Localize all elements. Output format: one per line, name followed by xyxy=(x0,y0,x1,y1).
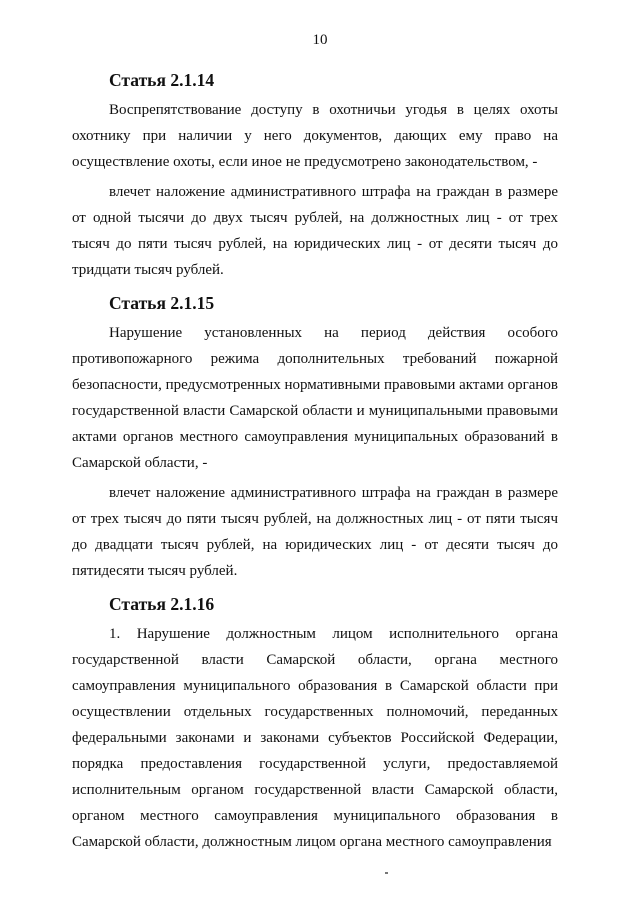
article-2-1-15 xyxy=(72,291,558,584)
article-paragraph: Нарушение установленных на период действия особого противопожарного режима дополнительных требований пожарной безопасности, предусмотренных нормативными правовыми актами органов государственной власти Самарской области и муниципальными правовыми актами органов местного самоуправления муниципальных образований в Самарской области, - xyxy=(72,325,558,471)
scan-speck xyxy=(385,872,388,874)
article-title: Статья 2.1.16 xyxy=(109,594,215,614)
article-2-1-14 xyxy=(72,68,558,283)
article-title: Статья 2.1.15 xyxy=(109,293,215,313)
article-paragraph: 1. Нарушение должностным лицом исполнительного органа государственной власти Самарской области, органа местного самоуправления муниципального образования в Самарской области при осуществлении отдельных государственных полномочий, переданных федеральными законами и законами субъектов Российской Федерации, порядка предоставления государственной услуги, предоставляемой исполнительным органом государственной власти Самарской области, органом местного самоуправления муниципального образования в Самарской области, должностным лицом органа местного самоуправления xyxy=(72,626,558,850)
document-body xyxy=(72,68,558,855)
article-title: Статья 2.1.14 xyxy=(109,70,215,90)
page-number: 10 xyxy=(312,32,328,48)
article-paragraph: Воспрепятствование доступу в охотничьи угодья в целях охоты охотнику при наличии у него документов, дающих ему право на осуществление охоты, если иное не предусмотрено законодательством, - xyxy=(72,102,558,170)
article-2-1-16 xyxy=(72,592,558,855)
article-paragraph: влечет наложение административного штрафа на граждан в размере от трех тысяч до пяти тысяч рублей, на должностных лиц - от пяти тысяч до двадцати тысяч рублей, на юридических лиц - от десяти тысяч до пятидесяти тысяч рублей. xyxy=(72,485,558,579)
article-paragraph: влечет наложение административного штрафа на граждан в размере от одной тысячи до двух тысяч рублей, на должностных лиц - от трех тысяч до пяти тысяч рублей, на юридических лиц - от десяти тысяч до тридцати тысяч рублей. xyxy=(72,184,558,278)
